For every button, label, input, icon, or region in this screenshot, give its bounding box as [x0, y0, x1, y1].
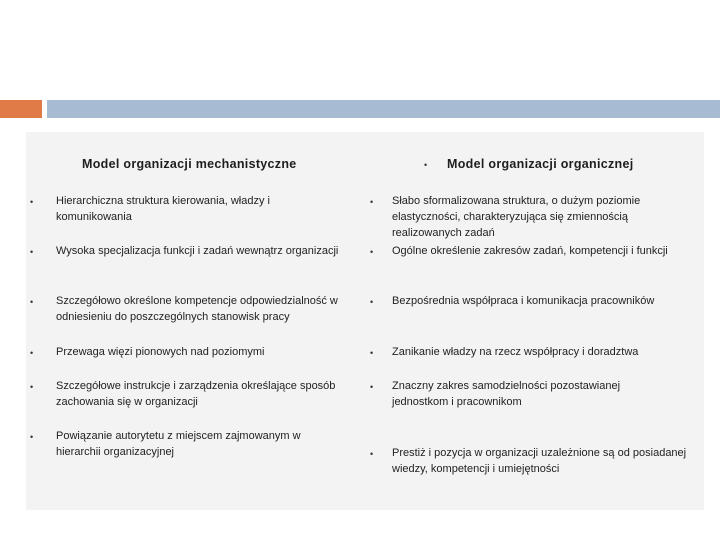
bullet-icon: • — [30, 382, 34, 392]
left-item-1: Hierarchiczna struktura kierowania, władzy i komunikowania — [56, 195, 270, 223]
title-bar-accent — [0, 100, 42, 118]
left-column-header: Model organizacji mechanistyczne — [82, 157, 297, 171]
bullet-icon: • — [424, 160, 428, 170]
bullet-icon: • — [30, 432, 34, 442]
right-item-3: Bezpośrednia współpraca i komunikacja pracowników — [392, 295, 655, 307]
right-item-6: Prestiż i pozycja w organizacji uzależnione są od posiadanej wiedzy, kompetencji i umiejętności — [392, 447, 687, 475]
bullet-icon: • — [30, 197, 34, 207]
bullet-icon: • — [370, 382, 374, 392]
bullet-icon: • — [370, 197, 374, 207]
bullet-icon: • — [30, 297, 34, 307]
title-bar — [47, 100, 720, 118]
left-item-2: Wysoka specjalizacja funkcji i zadań wewnątrz organizacji — [56, 245, 339, 257]
right-column-header: Model organizacji organicznej — [447, 157, 634, 171]
bullet-icon: • — [30, 247, 34, 257]
right-item-5: Znaczny zakres samodzielności pozostawianej jednostkom i pracownikom — [392, 380, 621, 408]
bullet-icon: • — [370, 247, 374, 257]
right-item-1: Słabo sformalizowana struktura, o dużym poziomie elastyczności, charakteryzująca się zmiennością realizowanych zadań — [392, 195, 641, 239]
left-item-3: Szczegółowo określone kompetencje odpowiedzialność w odniesieniu do poszczególnych stanowisk pracy — [56, 295, 338, 323]
left-item-6: Powiązanie autorytetu z miejscem zajmowanym w hierarchii organizacyjnej — [56, 430, 301, 458]
left-item-4: Przewaga więzi pionowych nad poziomymi — [56, 346, 265, 358]
bullet-icon: • — [370, 348, 374, 358]
bullet-icon: • — [370, 297, 374, 307]
bullet-icon: • — [370, 449, 374, 459]
bullet-icon: • — [30, 348, 34, 358]
right-item-4: Zanikanie władzy na rzecz współpracy i doradztwa — [392, 346, 639, 358]
left-item-5: Szczegółowe instrukcje i zarządzenia określające sposób zachowania się w organizacji — [56, 380, 336, 408]
right-item-2: Ogólne określenie zakresów zadań, kompetencji i funkcji — [392, 245, 668, 257]
